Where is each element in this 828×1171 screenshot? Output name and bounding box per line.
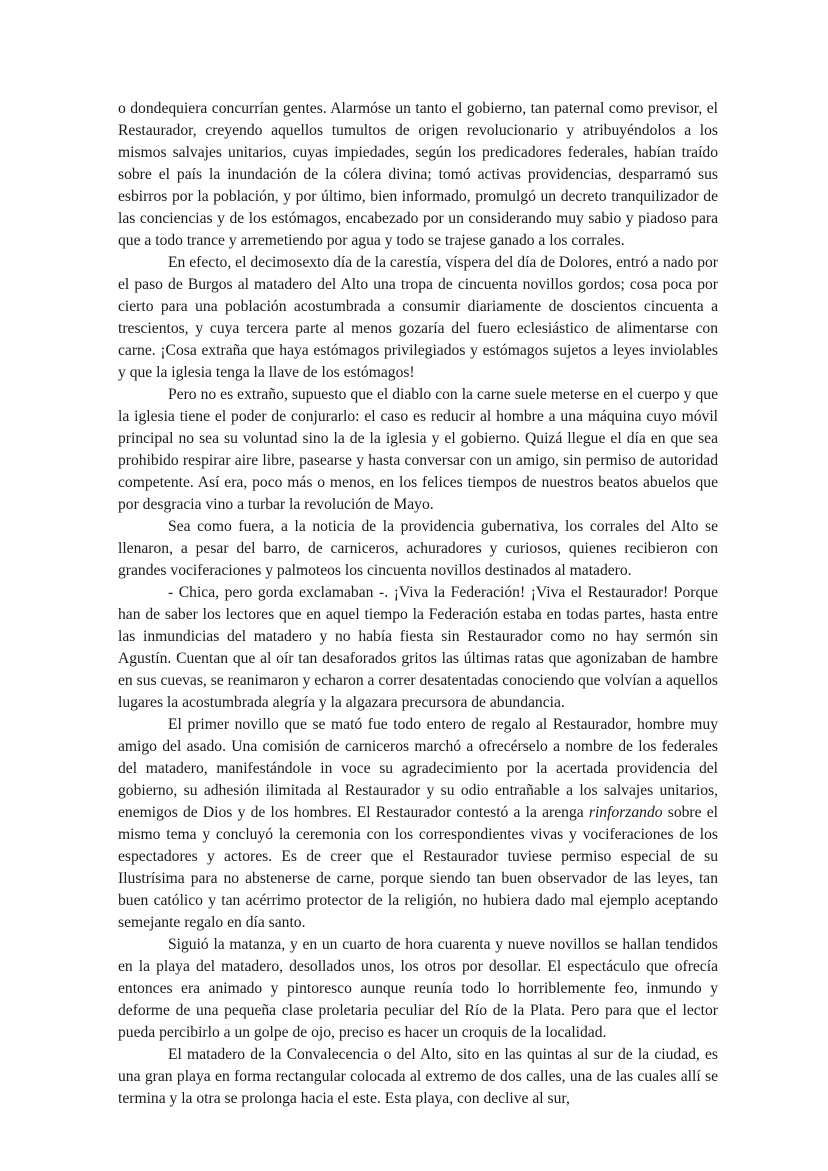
paragraph-5-text: - Chica, pero gorda exclamaban -. ¡Viva la Federación! ¡Viva el Restaurador! Porque han de saber los lectores que en aquel tiempo la Federación estaba en todas partes, hasta entre las inmundicias del matadero y no había fiesta sin Restaurador como no hay sermón sin Agustín. Cuentan que al oír tan desaforados gritos las últimas ratas que agonizaban de hambre en sus cuevas, se reanimaron y echaron a correr desatentadas conociendo que volvían a aquellos lugares la acostumbrada alegría y la algazara precursora de abundancia. (118, 584, 718, 711)
paragraph-7-text: Siguió la matanza, y en un cuarto de hora cuarenta y nueve novillos se hallan tendidos en la playa del matadero, desollados unos, los otros por desollar. El espectáculo que ofrecía entonces era animado y pintoresco aunque reunía todo lo horriblemente feo, inmundo y deforme de una pequeña clase proletaria peculiar del Río de la Plata. Pero para que el lector pueda percibirlo a un golpe de ojo, preciso es hacer un croquis de la localidad. (118, 936, 718, 1041)
paragraph-6 (118, 714, 718, 934)
paragraph-4-text: Sea como fuera, a la noticia de la providencia gubernativa, los corrales del Alto se llenaron, a pesar del barro, de carniceros, achuradores y curiosos, quienes recibieron con grandes vociferaciones y palmoteos los cincuenta novillos destinados al matadero. (118, 518, 718, 579)
paragraph-8-text: El matadero de la Convalecencia o del Alto, sito en las quintas al sur de la ciudad, es una gran playa en forma rectangular colocada al extremo de dos calles, una de las cuales allí se termina y la otra se prolonga hacia el este. Esta playa, con declive al sur, (118, 1046, 718, 1107)
paragraph-5 (118, 582, 718, 714)
paragraph-6-italic-term: rinforzando (588, 804, 663, 821)
document-page (118, 98, 718, 1110)
paragraph-6-text-b: sobre el mismo tema y concluyó la ceremonia con los correspondientes vivas y vociferaciones de los espectadores y actores. Es de creer que el Restaurador tuviese permiso especial de su Ilustrísima para no abstenerse de carne, porque siendo tan buen observador de las leyes, tan buen católico y tan acérrimo protector de la religión, no hubiera dado mal ejemplo aceptando semejante regalo en día santo. (118, 804, 718, 931)
paragraph-6-text-a: El primer novillo que se mató fue todo entero de regalo al Restaurador, hombre muy amigo del asado. Una comisión de carniceros marchó a ofrecérselo a nombre de los federales del matadero, manifestándole in voce su agradecimiento por la acertada providencia del gobierno, su adhesión ilimitada al Restaurador y su odio entrañable a los salvajes unitarios, enemigos de Dios y de los hombres. El Restaurador contestó a la arenga (118, 716, 718, 821)
paragraph-1 (118, 98, 718, 252)
paragraph-1-text: o dondequiera concurrían gentes. Alarmóse un tanto el gobierno, tan paternal como previsor, el Restaurador, creyendo aquellos tumultos de origen revolucionario y atribuyéndolos a los mismos salvajes unitarios, cuyas impiedades, según los predicadores federales, habían traído sobre el país la inundación de la cólera divina; tomó activas providencias, desparramó sus esbirros por la población, y por último, bien informado, promulgó un decreto tranquilizador de las conciencias y de los estómagos, encabezado por un considerando muy sabio y piadoso para que a todo trance y arremetiendo por agua y todo se trajese ganado a los corrales. (118, 100, 718, 249)
paragraph-2-text: En efecto, el decimosexto día de la carestía, víspera del día de Dolores, entró a nado por el paso de Burgos al matadero del Alto una tropa de cincuenta novillos gordos; cosa poca por cierto para una población acostumbrada a consumir diariamente de doscientos cincuenta a trescientos, y cuya tercera parte al menos gozaría del fuero eclesiástico de alimentarse con carne. ¡Cosa extraña que haya estómagos privilegiados y estómagos sujetos a leyes inviolables y que la iglesia tenga la llave de los estómagos! (118, 254, 718, 381)
paragraph-3 (118, 384, 718, 516)
paragraph-4 (118, 516, 718, 582)
paragraph-3-text: Pero no es extraño, supuesto que el diablo con la carne suele meterse en el cuerpo y que la iglesia tiene el poder de conjurarlo: el caso es reducir al hombre a una máquina cuyo móvil principal no sea su voluntad sino la de la iglesia y el gobierno. Quizá llegue el día en que sea prohibido respirar aire libre, pasearse y hasta conversar con un amigo, sin permiso de autoridad competente. Así era, poco más o menos, en los felices tiempos de nuestros beatos abuelos que por desgracia vino a turbar la revolución de Mayo. (118, 386, 718, 513)
paragraph-7 (118, 934, 718, 1044)
paragraph-2 (118, 252, 718, 384)
paragraph-8 (118, 1044, 718, 1110)
